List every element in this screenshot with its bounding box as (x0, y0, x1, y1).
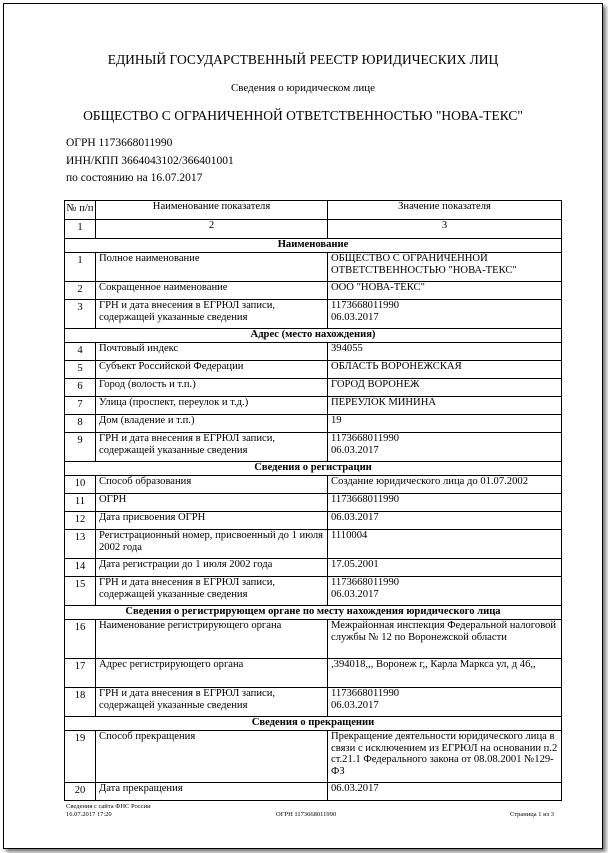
row-field-value: 19 (328, 415, 562, 433)
row-field-value: ОБЛАСТЬ ВОРОНЕЖСКАЯ (328, 361, 562, 379)
row-field-name: ГРН и дата внесения в ЕГРЮЛ записи, содержащей указанные сведения (96, 688, 328, 717)
register-title: ЕДИНЫЙ ГОСУДАРСТВЕННЫЙ РЕЕСТР ЮРИДИЧЕСКИХ ЛИЦ (107, 52, 499, 67)
row-number: 6 (65, 379, 96, 397)
register-table (64, 200, 562, 801)
row-field-name: ГРН и дата внесения в ЕГРЮЛ записи, содержащей указанные сведения (96, 300, 328, 329)
section-header-row (65, 717, 562, 731)
table-row (65, 659, 562, 688)
row-field-name: Субъект Российской Федерации (96, 361, 328, 379)
table-row (65, 494, 562, 512)
row-field-name: Город (волость и т.п.) (96, 379, 328, 397)
table-row (65, 361, 562, 379)
row-field-name: Дата присвоения ОГРН (96, 512, 328, 530)
table-row (65, 476, 562, 494)
column-index: 1 (65, 220, 96, 239)
table-row (65, 253, 562, 282)
row-field-value: Создание юридического лица до 01.07.2002 (328, 476, 562, 494)
row-field-value: ПЕРЕУЛОК МИНИНА (328, 397, 562, 415)
table-row (65, 530, 562, 559)
row-field-value: 1173668011990 06.03.2017 (328, 300, 562, 329)
row-number: 13 (65, 530, 96, 559)
row-number: 12 (65, 512, 96, 530)
row-field-value: 1173668011990 06.03.2017 (328, 577, 562, 606)
row-number: 14 (65, 559, 96, 577)
row-field-name: Дата прекращения (96, 783, 328, 801)
footer-datetime: 16.07.2017 17:20 (66, 811, 112, 818)
table-row (65, 379, 562, 397)
row-field-value: 17.05.2001 (328, 559, 562, 577)
organization-name: ОБЩЕСТВО С ОГРАНИЧЕННОЙ ОТВЕТСТВЕННОСТЬЮ "НОВА-ТЕКС" (83, 108, 523, 123)
section-header-row (65, 239, 562, 253)
row-number: 18 (65, 688, 96, 717)
row-number: 10 (65, 476, 96, 494)
column-index: 3 (328, 220, 562, 239)
row-field-name: Полное наименование (96, 253, 328, 282)
table-row (65, 577, 562, 606)
row-field-value: ГОРОД ВОРОНЕЖ (328, 379, 562, 397)
table-row (65, 300, 562, 329)
footer-source (66, 803, 151, 819)
row-field-name: Регистрационный номер, присвоенный до 1 июля 2002 года (96, 530, 328, 559)
column-index-row (65, 220, 562, 239)
row-field-name: ГРН и дата внесения в ЕГРЮЛ записи, содержащей указанные сведения (96, 577, 328, 606)
table-row (65, 559, 562, 577)
section-title: Адрес (место нахождения) (65, 329, 562, 343)
row-field-value: 1173668011990 06.03.2017 (328, 433, 562, 462)
table-row (65, 620, 562, 659)
row-number: 5 (65, 361, 96, 379)
row-field-name: Дом (владение и т.п.) (96, 415, 328, 433)
footer-source-text: Сведения с сайта ФНС России (66, 803, 151, 810)
row-field-name: ОГРН (96, 494, 328, 512)
footer-page-number: Страница 1 из 3 (510, 811, 555, 818)
row-number: 19 (65, 731, 96, 783)
row-number: 4 (65, 343, 96, 361)
row-field-name: Дата регистрации до 1 июля 2002 года (96, 559, 328, 577)
column-header-name: Наименование показателя (96, 201, 328, 220)
row-number: 15 (65, 577, 96, 606)
row-field-value: 06.03.2017 (328, 512, 562, 530)
table-row (65, 397, 562, 415)
table-row (65, 282, 562, 300)
row-field-name: Почтовый индекс (96, 343, 328, 361)
table-row (65, 433, 562, 462)
footer-ogrn: ОГРН 1173668011990 (276, 811, 337, 818)
table-row (65, 512, 562, 530)
ogrn-line: ОГРН 1173668011990 (66, 137, 173, 149)
row-field-value: ООО "НОВА-ТЕКС" (328, 282, 562, 300)
row-field-value: ОБЩЕСТВО С ОГРАНИЧЕННОЙ ОТВЕТСТВЕННОСТЬЮ "НОВА-ТЕКС" (328, 253, 562, 282)
document-page (3, 3, 603, 849)
column-header-value: Значение показателя (328, 201, 562, 220)
row-field-value: 394055 (328, 343, 562, 361)
row-field-value: Прекращение деятельности юридического лица в связи с исключением из ЕГРЮЛ на основании п.2 ст.21.1 Федерального закона от 08.08.2001 №129-ФЗ (328, 731, 562, 783)
row-field-name: Способ образования (96, 476, 328, 494)
row-number: 9 (65, 433, 96, 462)
table-row (65, 415, 562, 433)
column-header-number: № п/п (65, 201, 96, 220)
row-field-value: 06.03.2017 (328, 783, 562, 801)
section-header-row (65, 606, 562, 620)
row-field-name: Сокращенное наименование (96, 282, 328, 300)
as-of-date-line: по состоянию на 16.07.2017 (66, 172, 203, 184)
section-title: Сведения о регистрации (65, 462, 562, 476)
table-row (65, 343, 562, 361)
document-subtitle: Сведения о юридическом лице (230, 82, 376, 94)
row-number: 2 (65, 282, 96, 300)
row-number: 1 (65, 253, 96, 282)
row-field-name: Адрес регистрирующего органа (96, 659, 328, 688)
row-field-name: ГРН и дата внесения в ЕГРЮЛ записи, содержащей указанные сведения (96, 433, 328, 462)
row-field-name: Способ прекращения (96, 731, 328, 783)
section-title: Сведения о регистрирующем органе по месту нахождения юридического лица (65, 606, 562, 620)
row-field-value: ,394018,,, Воронеж г,, Карла Маркса ул, д 46,, (328, 659, 562, 688)
column-index: 2 (96, 220, 328, 239)
row-field-name: Наименование регистрирующего органа (96, 620, 328, 659)
section-header-row (65, 329, 562, 343)
table-row (65, 688, 562, 717)
row-field-value: 1110004 (328, 530, 562, 559)
row-field-value: Межрайонная инспекция Федеральной налоговой службы № 12 по Воронежской области (328, 620, 562, 659)
row-number: 17 (65, 659, 96, 688)
row-number: 8 (65, 415, 96, 433)
row-number: 7 (65, 397, 96, 415)
row-field-value: 1173668011990 (328, 494, 562, 512)
row-number: 16 (65, 620, 96, 659)
section-header-row (65, 462, 562, 476)
table-row (65, 783, 562, 801)
table-row (65, 731, 562, 783)
row-number: 20 (65, 783, 96, 801)
inn-kpp-line: ИНН/КПП 3664043102/366401001 (66, 155, 234, 167)
row-number: 3 (65, 300, 96, 329)
row-field-name: Улица (проспект, переулок и т.д.) (96, 397, 328, 415)
table-header-row (65, 201, 562, 220)
section-title: Сведения о прекращении (65, 717, 562, 731)
row-field-value: 1173668011990 06.03.2017 (328, 688, 562, 717)
row-number: 11 (65, 494, 96, 512)
section-title: Наименование (65, 239, 562, 253)
